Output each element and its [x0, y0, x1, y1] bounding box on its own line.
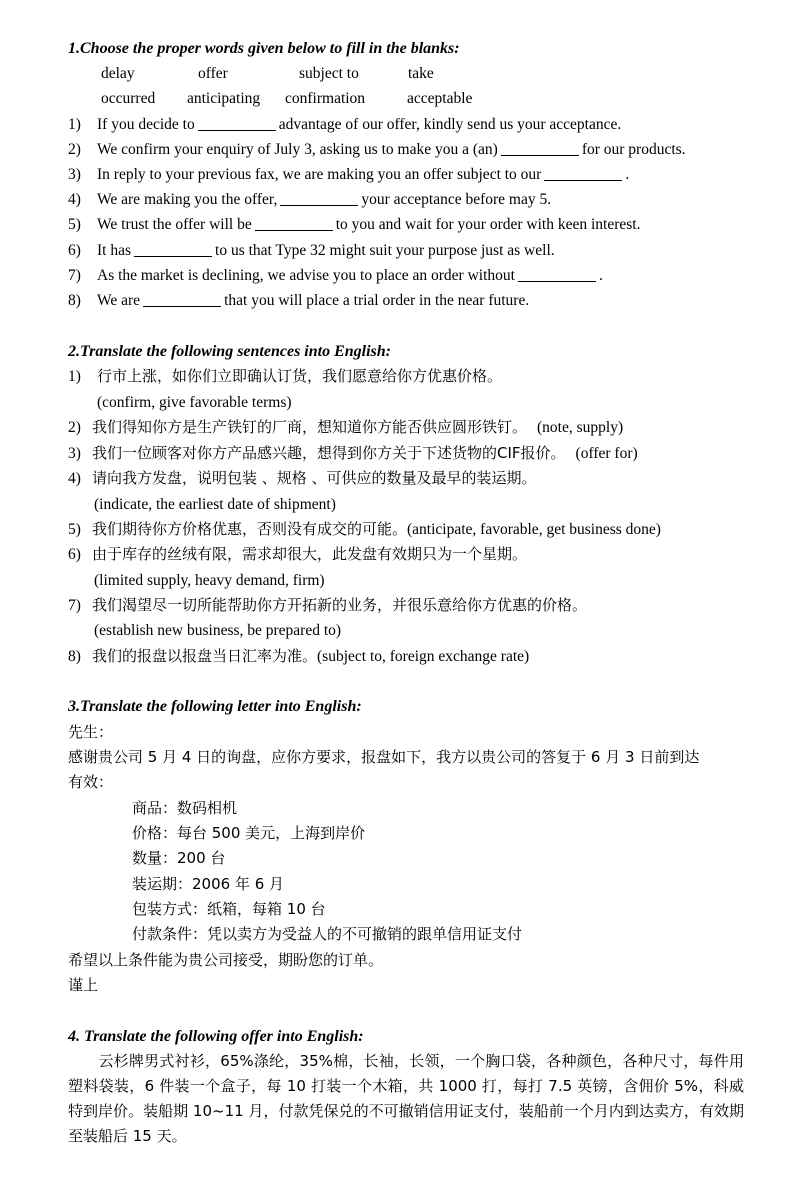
sentence-part: . — [598, 267, 603, 284]
sentence-part: your acceptance before may 5. — [361, 191, 552, 208]
letter-closing — [0, 948, 788, 973]
item-number: 2) — [68, 141, 81, 158]
letter-salutation — [0, 720, 788, 745]
answer-blank[interactable] — [198, 115, 276, 131]
hint-text: (offer for) — [575, 445, 638, 462]
item-number: 7) — [68, 267, 81, 284]
term-text: 商品：数码相机 — [132, 799, 238, 817]
fill-blank-item-6 — [0, 238, 788, 263]
item-sentence — [97, 112, 621, 137]
word-bank-item: occurred — [101, 90, 156, 107]
sentence-part: If you decide to — [97, 116, 195, 133]
sentence-part: We are making you the offer, — [97, 191, 278, 208]
item-sentence — [97, 137, 686, 162]
hint-text: (confirm, give favorable terms) — [97, 394, 292, 411]
section4-heading: 4. Translate the following offer into English: — [68, 1028, 364, 1045]
item-number: 5) — [68, 521, 81, 538]
sentence-part: It has — [97, 242, 132, 259]
sentence-part: for our products. — [581, 141, 686, 158]
item-sentence — [97, 212, 640, 237]
letter-signoff — [0, 973, 788, 998]
word-bank-item: acceptable — [407, 90, 473, 107]
translation-item-1 — [0, 364, 788, 389]
sentence-part: We are — [97, 292, 141, 309]
sentence-part: that you will place a trial order in the near future. — [224, 292, 530, 309]
closing-text: 希望以上条件能为贵公司接受，期盼您的订单。 — [68, 951, 384, 969]
item-number: 3) — [68, 445, 81, 462]
term-text: 数量：200 台 — [132, 849, 226, 867]
sentence-part: to us that Type 32 might suit your purpose just as well. — [215, 242, 555, 259]
term-text: 价格：每台 500 美元，上海到岸价 — [132, 824, 366, 842]
chinese-sentence: 我们得知你方是生产铁钉的厂商，想知道你方能否供应圆形铁钉。 — [92, 418, 528, 436]
term-text: 包装方式：纸箱，每箱 10 台 — [132, 900, 326, 918]
hint-text: (establish new business, be prepared to) — [94, 622, 342, 639]
letter-body-line-1 — [0, 745, 788, 770]
item-number: 2) — [68, 419, 81, 436]
answer-blank[interactable] — [280, 190, 358, 206]
translation-item-6 — [0, 542, 788, 567]
translation-hint-4 — [0, 492, 788, 517]
word-bank-item: anticipating — [187, 90, 261, 107]
fill-blank-item-3 — [0, 162, 788, 187]
letter-term-quantity — [0, 846, 788, 871]
word-bank-item: subject to — [299, 65, 359, 82]
sentence-part: to you and wait for your order with keen interest. — [335, 216, 641, 233]
item-sentence — [92, 644, 529, 669]
term-text: 付款条件：凭以卖方为受益人的不可撤销的跟单信用证支付 — [132, 925, 523, 943]
letter-body-line-2 — [0, 770, 788, 795]
item-number: 8) — [68, 648, 81, 665]
translation-item-3 — [0, 441, 788, 466]
term-text: 装运期：2006 年 6 月 — [132, 875, 285, 893]
item-sentence — [97, 288, 529, 313]
translation-hint-6 — [0, 568, 788, 593]
answer-blank[interactable] — [501, 140, 579, 156]
signoff-text: 谨上 — [68, 976, 99, 994]
answer-blank[interactable] — [518, 266, 596, 282]
fill-blank-item-4 — [0, 187, 788, 212]
item-sentence — [92, 517, 661, 542]
translation-item-5 — [0, 517, 788, 542]
item-number: 5) — [68, 216, 81, 233]
sentence-part: As the market is declining, we advise you to place an order without — [97, 267, 515, 284]
chinese-sentence: 我们一位顾客对你方产品感兴趣，想得到你方关于下述货物的CIF报价。 — [92, 444, 566, 462]
translation-hint-1 — [0, 390, 788, 415]
translation-item-2 — [0, 415, 788, 440]
chinese-sentence: 行市上涨，如你们立即确认订货，我们愿意给你方优惠价格。 — [97, 367, 503, 385]
sentence-part: In reply to your previous fax, we are making you an offer subject to our — [97, 166, 542, 183]
item-number: 1) — [68, 368, 81, 385]
fill-blank-item-8 — [0, 288, 788, 313]
chinese-sentence: 我们的报盘以报盘当日汇率为准。 — [92, 647, 318, 665]
translation-hint-7 — [0, 618, 788, 643]
body-text: 有效： — [68, 773, 114, 791]
translation-item-8 — [0, 644, 788, 669]
item-number: 6) — [68, 242, 81, 259]
fill-blank-item-7 — [0, 263, 788, 288]
item-sentence — [97, 162, 629, 187]
item-number: 1) — [68, 116, 81, 133]
word-bank-item: delay — [101, 65, 135, 82]
letter-term-price — [0, 821, 788, 846]
answer-blank[interactable] — [544, 165, 622, 181]
item-number: 4) — [68, 470, 81, 487]
item-number: 4) — [68, 191, 81, 208]
answer-blank[interactable] — [134, 241, 212, 257]
item-sentence — [97, 263, 603, 288]
item-sentence — [97, 187, 551, 212]
sentence-part: . — [625, 166, 630, 183]
answer-blank[interactable] — [255, 215, 333, 231]
fill-blank-item-2 — [0, 137, 788, 162]
word-bank-item: confirmation — [285, 90, 366, 107]
sentence-part: We confirm your enquiry of July 3, asking us to make you a (an) — [97, 141, 498, 158]
letter-term-payment — [0, 922, 788, 947]
salutation-text: 先生： — [68, 723, 114, 741]
section2-heading: 2.Translate the following sentences into English: — [68, 343, 392, 360]
word-bank-row-2 — [0, 86, 788, 111]
item-number: 6) — [68, 546, 81, 563]
fill-blank-item-1 — [0, 112, 788, 137]
item-number: 7) — [68, 597, 81, 614]
hint-text: (indicate, the earliest date of shipment) — [94, 496, 336, 513]
chinese-sentence: 由于库存的丝绒有限，需求却很大，此发盘有效期只为一个星期。 — [92, 545, 528, 563]
sentence-part: We trust the offer will be — [97, 216, 252, 233]
hint-text: (subject to, foreign exchange rate) — [317, 648, 530, 665]
section1-heading: 1.Choose the proper words given below to fill in the blanks: — [68, 40, 460, 57]
body-text: 感谢贵公司 5 月 4 日的询盘，应你方要求，报盘如下，我方以贵公司的答复于 6 月 3 日前到达 — [68, 748, 700, 766]
chinese-sentence: 请向我方发盘，说明包装 、规格 、可供应的数量及最早的装运期。 — [92, 469, 537, 487]
translation-item-4 — [0, 466, 788, 491]
hint-text: (anticipate, favorable, get business done) — [407, 521, 661, 538]
answer-blank[interactable] — [143, 291, 221, 307]
item-number: 3) — [68, 166, 81, 183]
fill-blank-item-5 — [0, 212, 788, 237]
word-bank-item: take — [408, 65, 434, 82]
chinese-sentence: 我们渴望尽一切所能帮助你方开拓新的业务，并很乐意给你方优惠的价格。 — [92, 596, 588, 614]
sentence-part: advantage of our offer, kindly send us your acceptance. — [278, 116, 622, 133]
offer-paragraph: 云杉牌男式衬衫，65%涤纶，35%棉，长袖，长领，一个胸口袋，各种颜色，各种尺寸，每件用塑料袋装，6 件装一个盒子，每 10 打装一个木箱，共 1000 打，每打 7.5 英镑，含佣价 5%，科威特到岸价。装船期 10~11 月，付款凭保兑的不可撤销信用证支付，装船前一个月内到达卖方，有效期至装船后 15 天。 — [68, 1052, 744, 1145]
letter-term-shipment — [0, 872, 788, 897]
letter-term-packing — [0, 897, 788, 922]
chinese-sentence: 我们期待你方价格优惠，否则没有成交的可能。 — [92, 520, 408, 538]
item-sentence — [92, 415, 623, 440]
word-bank-row-1 — [0, 61, 788, 86]
item-number: 8) — [68, 292, 81, 309]
word-bank-item: offer — [198, 65, 228, 82]
hint-text: (note, supply) — [537, 419, 624, 436]
translation-item-7 — [0, 593, 788, 618]
item-sentence — [97, 238, 555, 263]
hint-text: (limited supply, heavy demand, firm) — [94, 572, 325, 589]
item-sentence — [92, 441, 638, 466]
letter-term-commodity — [0, 796, 788, 821]
section3-heading: 3.Translate the following letter into English: — [68, 698, 362, 715]
